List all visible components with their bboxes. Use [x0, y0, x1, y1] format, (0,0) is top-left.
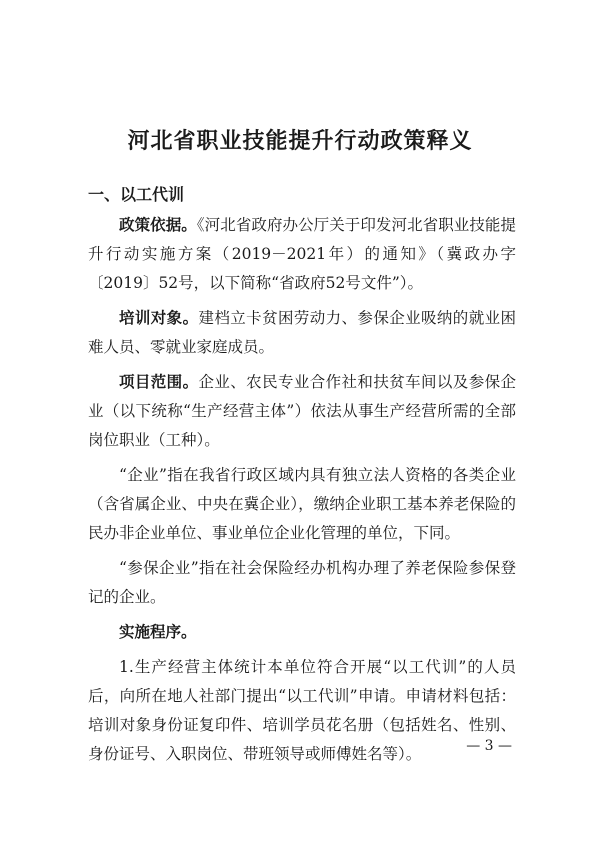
paragraph-project-scope — [88, 368, 516, 455]
section-heading: 一、以工代训 — [88, 185, 185, 204]
page-number: — 3 — — [466, 738, 512, 754]
paragraph-lead: 项目范围。 — [119, 373, 199, 391]
paragraph-enterprise-definition — [88, 461, 516, 548]
document-body — [88, 180, 516, 775]
paragraph-text: 企业、农民专业合作社和扶贫车间以及参保企业（以下统称“生产经营主体”）依法从事生产经营所需的全部岗位职业（工种）。 — [88, 373, 516, 449]
paragraph-text: 1.生产经营主体统计本单位符合开展“以工代训”的人员后，向所在地人社部门提出“以工代训”申请。申请材料包括：培训对象身份证复印件、培训学员花名册（包括姓名、性别、身份证号、入职岗位、带班领导或师傅姓名等）。 — [88, 658, 516, 763]
paragraph-procedure-step-1 — [88, 653, 516, 769]
document-title: 河北省职业技能提升行动政策释义 — [127, 128, 473, 154]
paragraph-lead: 培训对象。 — [119, 309, 199, 327]
paragraph-training-target — [88, 304, 516, 362]
paragraph-text: 《河北省政府办公厅关于印发河北省职业技能提升行动实施方案（2019－2021年）的通知》（冀政办字〔2019〕52号，以下简称“省政府52号文件”）。 — [88, 216, 516, 292]
paragraph-implementation-procedure — [88, 618, 516, 647]
paragraph-lead: 政策依据。 — [119, 216, 197, 234]
paragraph-text: 建档立卡贫困劳动力、参保企业吸纳的就业困难人员、零就业家庭成员。 — [88, 309, 516, 356]
paragraph-text: “参保企业”指在社会保险经办机构办理了养老保险参保登记的企业。 — [88, 559, 516, 606]
paragraph-lead: 实施程序。 — [119, 623, 197, 641]
paragraph-text: “企业”指在我省行政区域内具有独立法人资格的各类企业（含省属企业、中央在冀企业），缴纳企业职工基本养老保险的民办非企业单位、事业单位企业化管理的单位，下同。 — [88, 466, 516, 542]
paragraph-insured-enterprise-definition — [88, 554, 516, 612]
paragraph-policy-basis — [88, 211, 516, 298]
